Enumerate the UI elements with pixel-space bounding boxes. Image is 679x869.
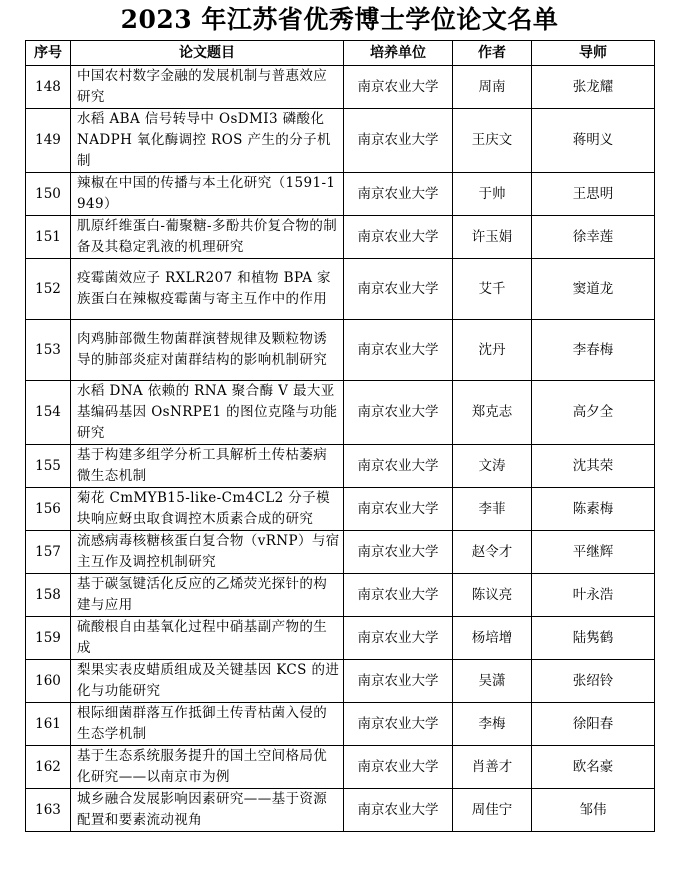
cell-author: 肖善才 bbox=[453, 746, 532, 789]
cell-thesis-title: 水稻 DNA 依赖的 RNA 聚合酶 V 最大亚基编码基因 OsNRPE1 的图位克隆与功能研究 bbox=[71, 381, 344, 445]
cell-unit: 南京农业大学 bbox=[344, 445, 453, 488]
cell-author: 陈议亮 bbox=[453, 574, 532, 617]
cell-author: 周佳宁 bbox=[453, 789, 532, 832]
cell-thesis-title: 辣椒在中国的传播与本土化研究（1591-1949） bbox=[71, 173, 344, 216]
cell-unit: 南京农业大学 bbox=[344, 789, 453, 832]
table-row bbox=[26, 488, 655, 531]
cell-index: 153 bbox=[26, 320, 71, 381]
cell-thesis-title: 疫霉菌效应子 RXLR207 和植物 BPA 家族蛋白在辣椒疫霉菌与寄主互作中的作用 bbox=[71, 259, 344, 320]
table-row bbox=[26, 445, 655, 488]
cell-index: 156 bbox=[26, 488, 71, 531]
thesis-table bbox=[25, 40, 655, 832]
table-row bbox=[26, 320, 655, 381]
cell-unit: 南京农业大学 bbox=[344, 381, 453, 445]
cell-index: 157 bbox=[26, 531, 71, 574]
table-row bbox=[26, 259, 655, 320]
table-body bbox=[26, 66, 655, 832]
cell-thesis-title: 基于生态系统服务提升的国土空间格局优化研究——以南京市为例 bbox=[71, 746, 344, 789]
cell-thesis-title: 肉鸡肺部微生物菌群演替规律及颗粒物诱导的肺部炎症对菌群结构的影响机制研究 bbox=[71, 320, 344, 381]
cell-advisor: 陆隽鹤 bbox=[532, 617, 655, 660]
cell-advisor: 陈素梅 bbox=[532, 488, 655, 531]
table-row bbox=[26, 617, 655, 660]
cell-unit: 南京农业大学 bbox=[344, 66, 453, 109]
cell-index: 155 bbox=[26, 445, 71, 488]
cell-advisor: 徐幸莲 bbox=[532, 216, 655, 259]
table-row bbox=[26, 574, 655, 617]
cell-unit: 南京农业大学 bbox=[344, 259, 453, 320]
cell-thesis-title: 硫酸根自由基氧化过程中硝基副产物的生成 bbox=[71, 617, 344, 660]
cell-thesis-title: 水稻 ABA 信号转导中 OsDMI3 磷酸化 NADPH 氧化酶调控 ROS 产生的分子机制 bbox=[71, 109, 344, 173]
cell-author: 文涛 bbox=[453, 445, 532, 488]
cell-advisor: 王思明 bbox=[532, 173, 655, 216]
cell-unit: 南京农业大学 bbox=[344, 320, 453, 381]
cell-index: 159 bbox=[26, 617, 71, 660]
cell-unit: 南京农业大学 bbox=[344, 617, 453, 660]
header-title: 论文题目 bbox=[71, 41, 344, 66]
table-row bbox=[26, 66, 655, 109]
table-row bbox=[26, 746, 655, 789]
cell-thesis-title: 流感病毒核糖核蛋白复合物（vRNP）与宿主互作及调控机制研究 bbox=[71, 531, 344, 574]
cell-author: 沈丹 bbox=[453, 320, 532, 381]
cell-author: 王庆文 bbox=[453, 109, 532, 173]
cell-author: 李梅 bbox=[453, 703, 532, 746]
cell-unit: 南京农业大学 bbox=[344, 531, 453, 574]
cell-thesis-title: 基于构建多组学分析工具解析土传枯萎病微生态机制 bbox=[71, 445, 344, 488]
header-unit: 培养单位 bbox=[344, 41, 453, 66]
cell-advisor: 平继辉 bbox=[532, 531, 655, 574]
table-row bbox=[26, 660, 655, 703]
cell-author: 许玉娟 bbox=[453, 216, 532, 259]
cell-index: 158 bbox=[26, 574, 71, 617]
cell-author: 李菲 bbox=[453, 488, 532, 531]
cell-advisor: 欧名豪 bbox=[532, 746, 655, 789]
cell-thesis-title: 根际细菌群落互作抵御土传青枯菌入侵的生态学机制 bbox=[71, 703, 344, 746]
cell-unit: 南京农业大学 bbox=[344, 173, 453, 216]
cell-unit: 南京农业大学 bbox=[344, 216, 453, 259]
table-row bbox=[26, 381, 655, 445]
table-row bbox=[26, 173, 655, 216]
table-row bbox=[26, 216, 655, 259]
cell-thesis-title: 梨果实表皮蜡质组成及关键基因 KCS 的进化与功能研究 bbox=[71, 660, 344, 703]
cell-unit: 南京农业大学 bbox=[344, 703, 453, 746]
cell-advisor: 蒋明义 bbox=[532, 109, 655, 173]
table-row bbox=[26, 789, 655, 832]
cell-advisor: 张龙耀 bbox=[532, 66, 655, 109]
cell-advisor: 沈其荣 bbox=[532, 445, 655, 488]
cell-author: 吴潇 bbox=[453, 660, 532, 703]
cell-advisor: 窦道龙 bbox=[532, 259, 655, 320]
cell-author: 于帅 bbox=[453, 173, 532, 216]
cell-index: 148 bbox=[26, 66, 71, 109]
cell-index: 149 bbox=[26, 109, 71, 173]
cell-advisor: 邹伟 bbox=[532, 789, 655, 832]
cell-author: 赵令才 bbox=[453, 531, 532, 574]
header-index: 序号 bbox=[26, 41, 71, 66]
cell-author: 郑克志 bbox=[453, 381, 532, 445]
cell-index: 152 bbox=[26, 259, 71, 320]
cell-unit: 南京农业大学 bbox=[344, 109, 453, 173]
cell-advisor: 张绍铃 bbox=[532, 660, 655, 703]
cell-unit: 南京农业大学 bbox=[344, 746, 453, 789]
cell-index: 162 bbox=[26, 746, 71, 789]
cell-index: 160 bbox=[26, 660, 71, 703]
table-row bbox=[26, 703, 655, 746]
cell-index: 161 bbox=[26, 703, 71, 746]
cell-thesis-title: 城乡融合发展影响因素研究——基于资源配置和要素流动视角 bbox=[71, 789, 344, 832]
cell-author: 周南 bbox=[453, 66, 532, 109]
cell-advisor: 徐阳春 bbox=[532, 703, 655, 746]
cell-unit: 南京农业大学 bbox=[344, 574, 453, 617]
cell-index: 150 bbox=[26, 173, 71, 216]
cell-unit: 南京农业大学 bbox=[344, 488, 453, 531]
header-advisor: 导师 bbox=[532, 41, 655, 66]
table-header-row bbox=[26, 41, 655, 66]
cell-index: 154 bbox=[26, 381, 71, 445]
cell-thesis-title: 肌原纤维蛋白-葡聚糖-多酚共价复合物的制备及其稳定乳液的机理研究 bbox=[71, 216, 344, 259]
cell-thesis-title: 菊花 CmMYB15-like-Cm4CL2 分子模块响应蚜虫取食调控木质素合成的研究 bbox=[71, 488, 344, 531]
cell-author: 杨培增 bbox=[453, 617, 532, 660]
cell-thesis-title: 中国农村数字金融的发展机制与普惠效应研究 bbox=[71, 66, 344, 109]
page-title: 2023 年江苏省优秀博士学位论文名单 bbox=[120, 5, 559, 34]
cell-thesis-title: 基于碳氢键活化反应的乙烯荧光探针的构建与应用 bbox=[71, 574, 344, 617]
cell-unit: 南京农业大学 bbox=[344, 660, 453, 703]
table-row bbox=[26, 109, 655, 173]
cell-author: 艾千 bbox=[453, 259, 532, 320]
cell-index: 163 bbox=[26, 789, 71, 832]
header-author: 作者 bbox=[453, 41, 532, 66]
cell-advisor: 高夕全 bbox=[532, 381, 655, 445]
cell-advisor: 叶永浩 bbox=[532, 574, 655, 617]
cell-advisor: 李春梅 bbox=[532, 320, 655, 381]
table-row bbox=[26, 531, 655, 574]
cell-index: 151 bbox=[26, 216, 71, 259]
